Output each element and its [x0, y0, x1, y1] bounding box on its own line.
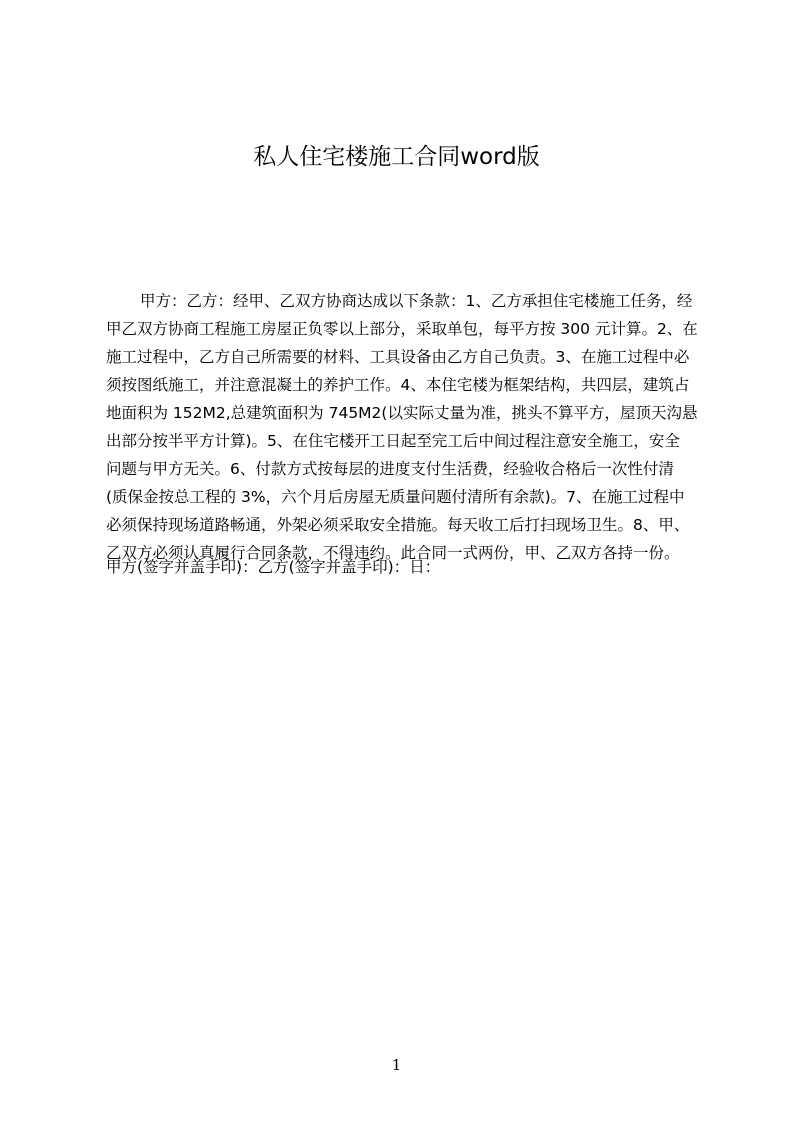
- body-line: (质保金按总工程的 3%，六个月后房屋无质量问题付清所有余款)。7、在施工过程中: [106, 488, 685, 506]
- body-line: 甲方：乙方：经甲、乙双方协商达成以下条款：1、乙方承担住宅楼施工任务，经: [140, 292, 693, 310]
- body-line: 乙双方必须认真履行合同条款，不得违约。此合同一式两份，甲、乙双方各持一份。: [106, 544, 680, 562]
- body-line: 地面积为 152M2,总建筑面积为 745M2(以实际丈量为准，挑头不算平方，屋顶天沟悬: [106, 404, 698, 422]
- contract-body: [106, 287, 710, 567]
- page-number: 1: [391, 1056, 402, 1074]
- document-title: 私人住宅楼施工合同word版: [253, 144, 540, 170]
- body-line: 甲乙双方协商工程施工房屋正负零以上部分，采取单包，每平方按 300 元计算。2、在: [106, 320, 698, 338]
- body-line: 问题与甲方无关。6、付款方式按每层的进度支付生活费，经验收合格后一次性付清: [106, 460, 674, 478]
- body-line: 须按图纸施工，并注意混凝土的养护工作。4、本住宅楼为框架结构，共四层，建筑占: [106, 376, 690, 394]
- body-line: 施工过程中，乙方自己所需要的材料、工具设备由乙方自己负责。3、在施工过程中必: [106, 348, 690, 366]
- body-line: 必须保持现场道路畅通，外架必须采取安全措施。每天收工后打扫现场卫生。8、甲、: [106, 516, 690, 534]
- body-line: 出部分按半平方计算)。5、在住宅楼开工日起至完工后中间过程注意安全施工，安全: [106, 432, 680, 450]
- signature-line: 甲方(签字并盖手印)：乙方(签字并盖手印)：日：: [106, 558, 441, 576]
